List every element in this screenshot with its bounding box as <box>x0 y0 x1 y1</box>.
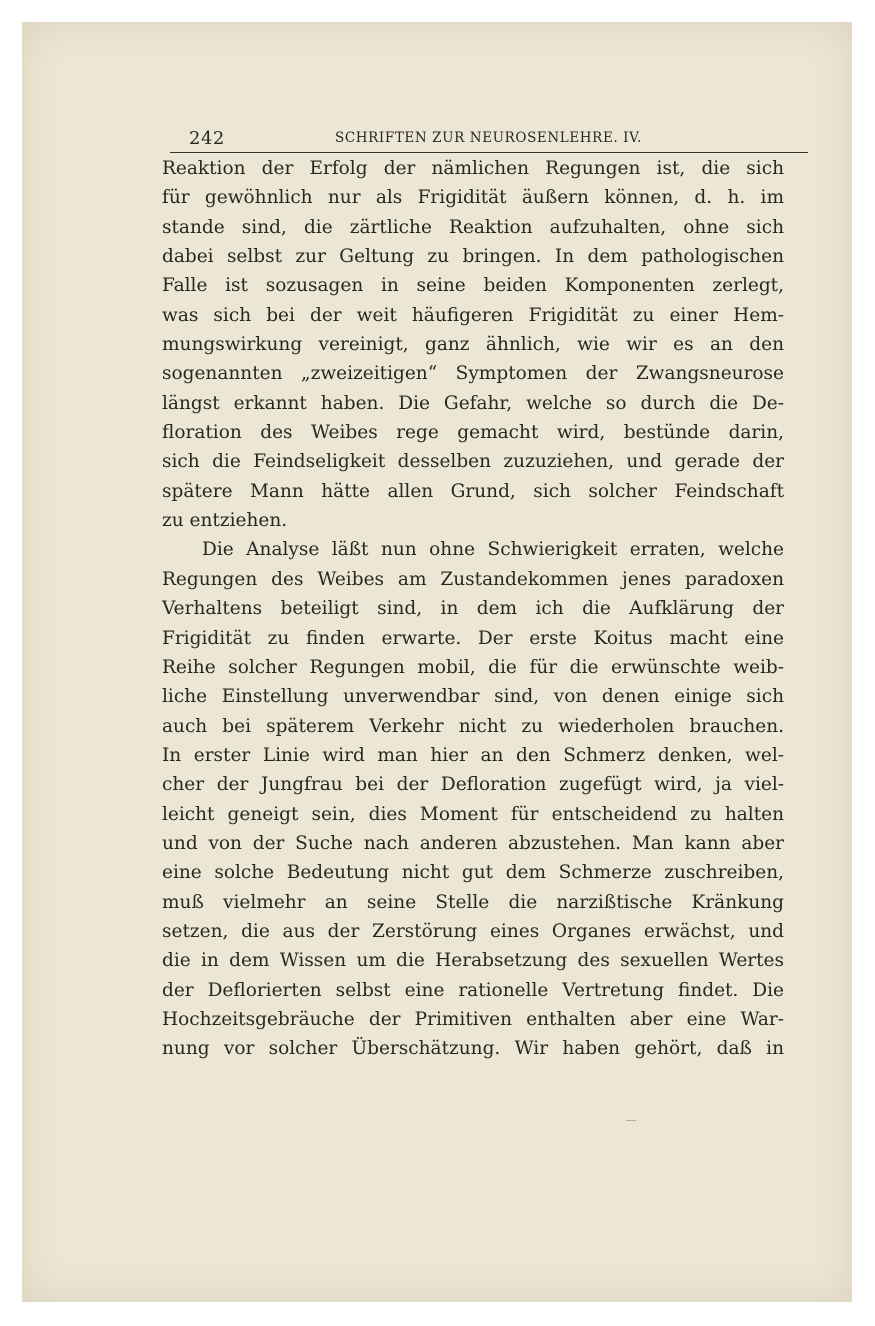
text-line: auch bei späterem Verkehr nicht zu wiederholen brauchen. <box>162 715 784 737</box>
text-line: dabei selbst zur Geltung zu bringen. In dem pathologischen <box>162 246 784 268</box>
text-line: floration des Weibes rege gemacht wird, bestünde darin, <box>162 422 784 444</box>
text-line: und von der Suche nach anderen abzustehen. Man kann aber <box>162 832 784 854</box>
text-line: was sich bei der weit häufigeren Frigidität zu einer Hem- <box>162 304 784 326</box>
text-line: Reaktion der Erfolg der nämlichen Regungen ist, die sich <box>162 158 784 179</box>
text-line: muß vielmehr an seine Stelle die narzißtische Kränkung <box>162 891 784 913</box>
paragraph <box>162 535 784 1063</box>
text-line: leicht geneigt sein, dies Moment für entscheidend zu halten <box>162 803 784 825</box>
text-line: sogenannten „zweizeitigen“ Symptomen der Zwangsneurose <box>162 363 784 385</box>
page-number: 242 <box>189 128 225 149</box>
paper-speck <box>626 1120 636 1121</box>
text-line: Hochzeitsgebräuche der Primitiven enthalten aber eine War- <box>162 1008 784 1030</box>
text-line: Frigidität zu finden erwarte. Der erste Koitus macht eine <box>162 627 784 649</box>
body-text <box>162 154 784 1064</box>
text-line: nung vor solcher Überschätzung. Wir haben gehört, daß in <box>162 1038 784 1060</box>
text-line: mungswirkung vereinigt, ganz ähnlich, wie wir es an den <box>162 334 784 356</box>
text-line: In erster Linie wird man hier an den Schmerz denken, wel- <box>162 744 784 766</box>
text-line: die in dem Wissen um die Herabsetzung des sexuellen Wertes <box>162 950 784 972</box>
text-line: Reihe solcher Regungen mobil, die für die erwünschte weib- <box>162 656 784 678</box>
text-line: eine solche Bedeutung nicht gut dem Schmerze zuschreiben, <box>162 862 784 884</box>
text-line: spätere Mann hätte allen Grund, sich solcher Feindschaft <box>162 480 784 502</box>
text-line: Falle ist sozusagen in seine beiden Komponenten zerlegt, <box>162 275 784 297</box>
page-header <box>170 126 808 153</box>
paragraph <box>162 154 784 535</box>
running-head: SCHRIFTEN ZUR NEUROSENLEHRE. IV. <box>335 130 642 146</box>
text-line: Die Analyse läßt nun ohne Schwierigkeit erraten, welche <box>202 539 784 561</box>
text-line: längst erkannt haben. Die Gefahr, welche so durch die De- <box>162 392 784 414</box>
text-line: der Deflorierten selbst eine rationelle Vertretung findet. Die <box>162 979 784 1001</box>
text-line: zu entziehen. <box>162 510 288 532</box>
text-line: stande sind, die zärtliche Reaktion aufzuhalten, ohne sich <box>162 216 784 238</box>
text-line: sich die Feindseligkeit desselben zuzuziehen, und gerade der <box>162 451 784 473</box>
text-line: setzen, die aus der Zerstörung eines Organes erwächst, und <box>162 920 784 942</box>
text-line: Regungen des Weibes am Zustandekommen jenes paradoxen <box>162 568 784 590</box>
text-line: für gewöhnlich nur als Frigidität äußern können, d. h. im <box>162 187 784 209</box>
text-line: Verhaltens beteiligt sind, in dem ich die Aufklärung der <box>162 598 784 620</box>
text-line: cher der Jungfrau bei der Defloration zugefügt wird, ja viel- <box>162 774 784 796</box>
text-line: liche Einstellung unverwendbar sind, von denen einige sich <box>162 686 784 708</box>
